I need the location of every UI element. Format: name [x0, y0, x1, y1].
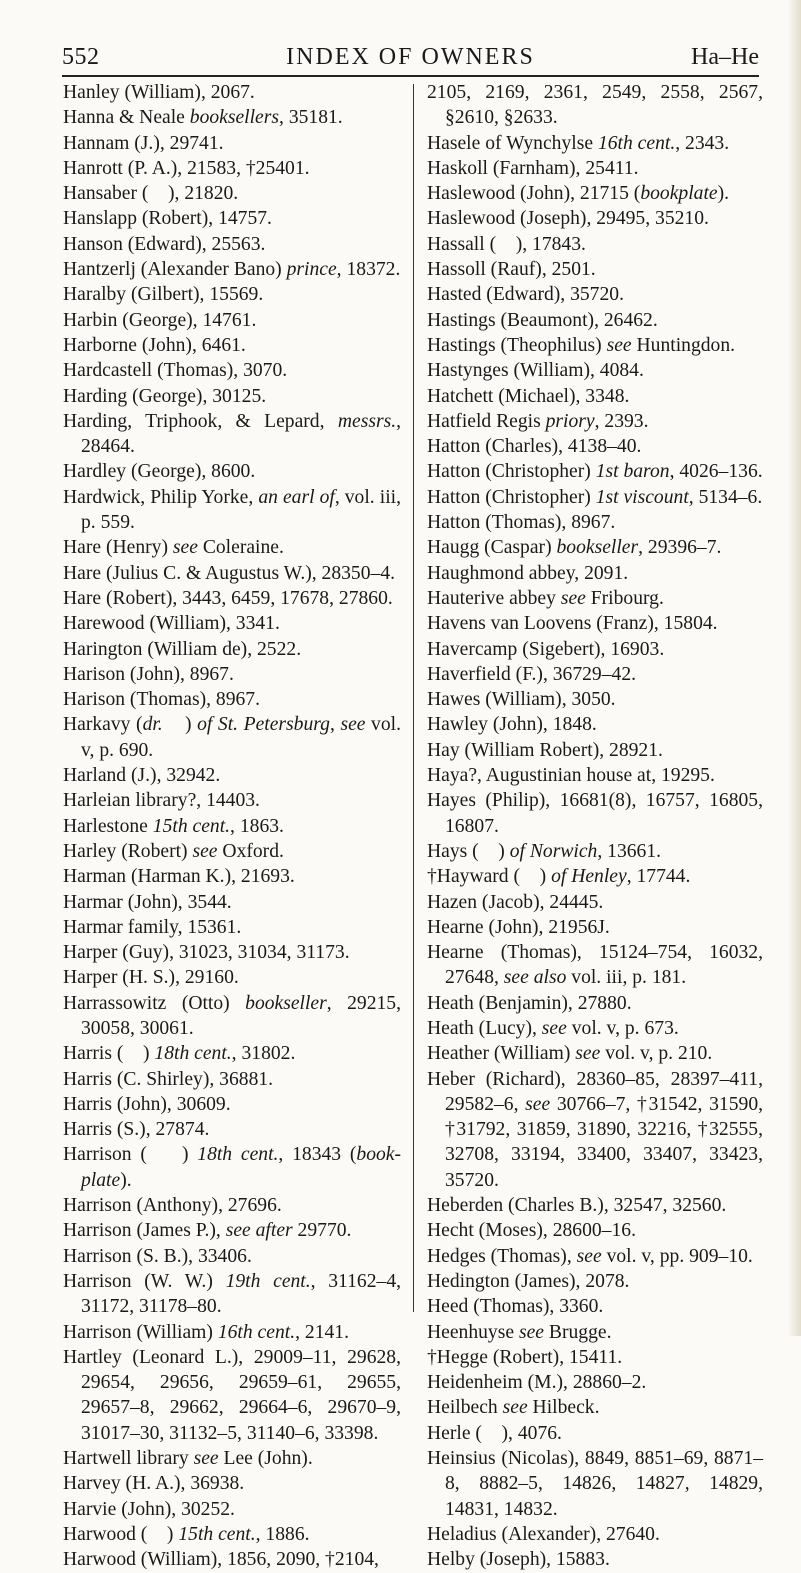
index-entry: Haya?, Augustinian house at, 19295. [427, 765, 715, 787]
index-entry: Harman (Harman K.), 21693. [63, 866, 295, 888]
page-edge-shadow [787, 0, 801, 1336]
index-entry: Hatton (Christopher) 1st baron, 4026–136. [427, 461, 763, 483]
index-entry: Hauterive abbey see Fribourg. [427, 587, 664, 609]
index-entry: Harison (Thomas), 8967. [63, 689, 260, 711]
index-entry: Hardcastell (Thomas), 3070. [63, 360, 288, 382]
header-rule [62, 75, 759, 77]
index-entry: Herle ( ), 4076. [427, 1422, 562, 1444]
index-entry: Hayes (Philip), 16681(8), 16757, 16805, 16807. [427, 790, 763, 837]
index-entry: Hawes (William), 3050. [427, 689, 616, 711]
index-entry: Hanslapp (Robert), 14757. [63, 208, 272, 230]
index-entry: Harewood (William), 3341. [63, 613, 280, 635]
index-entry: Hannam (J.), 29741. [63, 132, 224, 154]
index-entry: Harwood (William), 1856, 2090, †2104, [63, 1549, 379, 1571]
index-entry: Harland (J.), 32942. [63, 765, 221, 787]
index-entry: Hastynges (William), 4084. [427, 360, 644, 382]
index-entry: Hanley (William), 2067. [63, 82, 255, 103]
index-entry: Hardwick, Philip Yorke, an earl of, vol. iii, p. 559. [63, 486, 401, 534]
index-entry: Haskoll (Farnham), 25411. [427, 157, 639, 179]
index-entry: Harding, Triphook, & Lepard, messrs., 28464. [63, 410, 401, 458]
index-entry: Hastings (Theophilus) see Huntingdon. [427, 334, 736, 356]
index-entry: Heed (Thomas), 3360. [427, 1296, 604, 1318]
index-entry: †Hegge (Robert), 15411. [427, 1346, 623, 1368]
index-entry: Harvie (John), 30252. [63, 1498, 235, 1520]
left-column [63, 80, 401, 1573]
index-entry: Haralby (Gilbert), 15569. [63, 284, 264, 306]
index-entry: Hassoll (Rauf), 2501. [427, 259, 596, 281]
index-entry: Havercamp (Sigebert), 16903. [427, 638, 665, 660]
index-entry: Hantzerlj (Alexander Bano) prince, 18372. [63, 259, 401, 281]
index-entry: Harrison (James P.), see after 29770. [63, 1220, 352, 1242]
column-divider [413, 84, 414, 1312]
index-entry: Harington (William de), 2522. [63, 638, 302, 660]
index-entry: Hatton (Thomas), 8967. [427, 512, 616, 534]
index-entry: Harkavy (dr. ) of St. Petersburg, see vol. v, p. 690. [63, 714, 401, 761]
index-entry: Havens van Loovens (Franz), 15804. [427, 613, 718, 635]
page-number: 552 [62, 44, 100, 70]
index-entry: Heenhuyse see Brugge. [427, 1321, 612, 1343]
index-entry: Harris (S.), 27874. [63, 1119, 210, 1141]
running-title: INDEX OF OWNERS [286, 44, 535, 70]
index-entry: Harrison (W. W.) 19th cent., 31162–4, 31172, 31178–80. [63, 1270, 402, 1318]
index-entry: Haslewood (Joseph), 29495, 35210. [427, 208, 709, 230]
index-entry: Heladius (Alexander), 27640. [427, 1523, 660, 1545]
index-entry: Heilbech see Hilbeck. [427, 1397, 600, 1419]
index-entry: Hasted (Edward), 35720. [427, 284, 624, 306]
index-entry: Hare (Julius C. & Augustus W.), 28350–4. [63, 562, 396, 584]
index-entry: Hearne (Thomas), 15124–754, 16032, 27648, see also vol. iii, p. 181. [427, 942, 763, 989]
index-entry: Hay (William Robert), 28921. [427, 739, 663, 761]
index-entry: Haugg (Caspar) bookseller, 29396–7. [427, 537, 722, 559]
index-entry: Hedges (Thomas), see vol. v, pp. 909–10. [427, 1245, 753, 1267]
index-entry: Hearne (John), 21956J. [427, 916, 610, 938]
index-entry: Hartley (Leonard L.), 29009–11, 29628, 29654, 29656, 29659–61, 29655, 29657–8, 29662, 29664–6, 29670–9, 31017–30, 31132–5, 31140–6, 33398. [63, 1346, 401, 1444]
index-entry: Heather (William) see vol. v, p. 210. [427, 1043, 713, 1065]
page-header [62, 44, 759, 74]
index-entry: Hatchett (Michael), 3348. [427, 385, 630, 407]
index-entry: Harding (George), 30125. [63, 385, 267, 407]
index-entry: Heberden (Charles B.), 32547, 32560. [427, 1195, 727, 1217]
index-entry: 2105, 2169, 2361, 2549, 2558, 2567, §2610, §2633. [427, 82, 763, 129]
index-entry: †Hayward ( ) of Henley, 17744. [427, 866, 691, 888]
index-entry: Harison (John), 8967. [63, 663, 234, 685]
index-entry: Harmar (John), 3544. [63, 891, 232, 913]
index-entry: Harwood ( ) 15th cent., 1886. [63, 1523, 310, 1545]
index-entry: Hastings (Beaumont), 26462. [427, 309, 658, 331]
index-entry: Harborne (John), 6461. [63, 334, 246, 356]
index-entry: Helby (Joseph), 15883. [427, 1549, 610, 1571]
alphabetical-range: Ha–He [691, 44, 759, 70]
index-entry: Harbin (George), 14761. [63, 309, 257, 331]
index-entry: Heath (Lucy), see vol. v, p. 673. [427, 1017, 679, 1039]
index-entry: Hardley (George), 8600. [63, 461, 256, 483]
index-entry: Hanrott (P. A.), 21583, †25401. [63, 157, 310, 179]
index-entry: Harrison (Anthony), 27696. [63, 1195, 282, 1217]
index-entry: Heidenheim (M.), 28860–2. [427, 1372, 647, 1394]
index-entry: Heath (Benjamin), 27880. [427, 992, 632, 1014]
index-entry: Harleian library?, 14403. [63, 790, 260, 812]
index-entry: Harlestone 15th cent., 1863. [63, 815, 284, 837]
index-entry: Haslewood (John), 21715 (bookplate). [427, 183, 730, 205]
index-entry: Hare (Robert), 3443, 6459, 17678, 27860. [63, 587, 393, 609]
index-entry: Hassall ( ), 17843. [427, 233, 586, 255]
index-entry: Hatfield Regis priory, 2393. [427, 410, 649, 432]
index-entry: Harper (H. S.), 29160. [63, 967, 239, 989]
index-entry: Harrison (William) 16th cent., 2141. [63, 1321, 349, 1343]
index-entry: Harrassowitz (Otto) bookseller, 29215, 30058, 30061. [63, 992, 401, 1039]
index-entry: Hatton (Charles), 4138–40. [427, 436, 642, 458]
index-entry: Hasele of Wynchylse 16th cent., 2343. [427, 132, 730, 154]
index-entry: Hedington (James), 2078. [427, 1270, 630, 1292]
index-entry: Hawley (John), 1848. [427, 714, 597, 736]
index-entry: Hanson (Edward), 25563. [63, 233, 266, 255]
index-entry: Hartwell library see Lee (John). [63, 1448, 313, 1470]
index-entry: Harrison (S. B.), 33406. [63, 1245, 252, 1267]
index-entry: Hare (Henry) see Coleraine. [63, 537, 284, 559]
index-entry: Hazen (Jacob), 24445. [427, 891, 604, 913]
index-entry: Harley (Robert) see Oxford. [63, 840, 284, 862]
index-entry: Hansaber ( ), 21820. [63, 183, 239, 205]
index-entry: Harris (John), 30609. [63, 1093, 231, 1115]
index-entry: Hatton (Christopher) 1st viscount, 5134–6. [427, 486, 763, 508]
index-entry: Hanna & Neale booksellers, 35181. [63, 107, 343, 129]
index-entry: Hays ( ) of Norwich, 13661. [427, 840, 662, 862]
index-entry: Harris (C. Shirley), 36881. [63, 1068, 274, 1090]
index-entry: Harmar family, 15361. [63, 916, 242, 938]
index-entry: Harrison ( ) 18th cent., 18343 (book-plate). [63, 1144, 402, 1191]
index-entry: Heinsius (Nicolas), 8849, 8851–69, 8871–8, 8882–5, 14826, 14827, 14829, 14831, 14832. [427, 1448, 763, 1520]
index-entry: Harper (Guy), 31023, 31034, 31173. [63, 942, 350, 964]
index-entry: Heber (Richard), 28360–85, 28397–411, 29582–6, see 30766–7, †31542, 31590, †31792, 31859, 31890, 32216, †32555, 32708, 33194, 33400, 33407, 33423, 35720. [427, 1068, 764, 1191]
index-entry: Haverfield (F.), 36729–42. [427, 663, 637, 685]
right-column [427, 80, 763, 1573]
index-entry: Harris ( ) 18th cent., 31802. [63, 1043, 296, 1065]
index-entry: Haughmond abbey, 2091. [427, 562, 629, 584]
index-entry: Hecht (Moses), 28600–16. [427, 1220, 636, 1242]
index-entry: Harvey (H. A.), 36938. [63, 1473, 245, 1495]
